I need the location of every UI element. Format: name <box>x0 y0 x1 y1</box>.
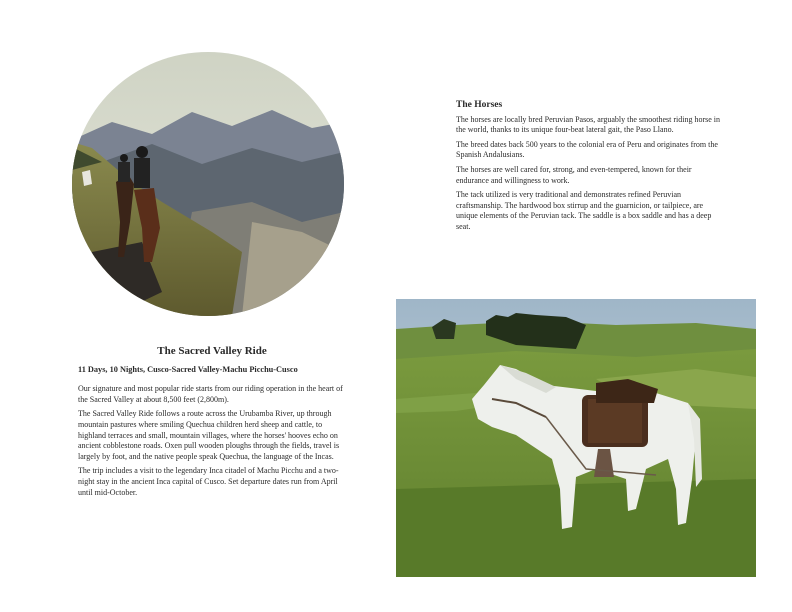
horses-paragraph: The horses are locally bred Peruvian Pasos, arguably the smoothest riding horse in the world, thanks to its unique four-beat lateral gait, the Paso Llano. <box>456 114 721 135</box>
horses-paragraph: The breed dates back 500 years to the colonial era of Peru and originates from the Spanish Andalusians. <box>456 139 718 160</box>
ride-paragraph: The trip includes a visit to the legendary Inca citadel of Machu Picchu and a two-night stay in the ancient Inca capital of Cusco. Set departure dates run from April until mid-October. <box>78 466 339 497</box>
horses-section <box>456 100 722 237</box>
ride-paragraph: The Sacred Valley Ride follows a route across the Urubamba River, up through mountain pastures where smiling Quechua children herd sheep and cattle, to highland terraces and small, mountain villages, where the horses' hooves echo on ancient cobblestone roads. Oxen pull wooden ploughs through the fields, travel is largely by foot, and the native people speak Quechua, the language of the Incas. <box>78 409 340 461</box>
ride-title: The Sacred Valley Ride <box>157 345 267 357</box>
ride-subtitle: 11 Days, 10 Nights, Cusco-Sacred Valley-Machu Picchu-Cusco <box>78 364 298 374</box>
horses-paragraph: The horses are well cared for, strong, and even-tempered, known for their endurance and willingness to work. <box>456 164 692 185</box>
horses-paragraph: The tack utilized is very traditional and demonstrates refined Peruvian craftsmanship. The hardwood box stirrup and the guarnicion, or tailpiece, are unique elements of the Peruvian tack. The saddle is a box saddle and has a deep seat. <box>456 190 712 231</box>
ride-section <box>78 346 346 502</box>
riders-mountain-photo <box>72 52 344 316</box>
ride-paragraph: Our signature and most popular ride starts from our riding operation in the heart of the Sacred Valley at about 8,500 feet (2,800m). <box>78 384 343 404</box>
white-horse-photo <box>396 299 756 577</box>
horses-heading: The Horses <box>456 100 503 110</box>
